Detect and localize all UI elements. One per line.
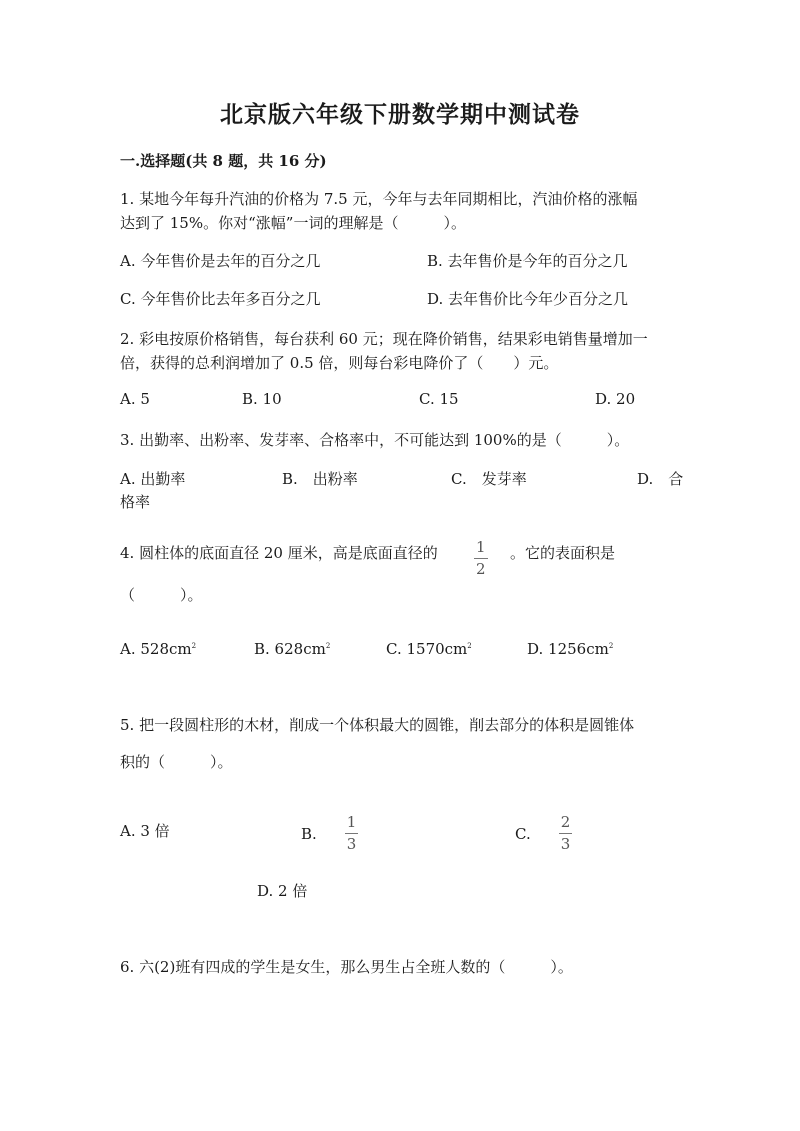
question-4-option-d[interactable] bbox=[527, 640, 613, 658]
question-4-line-1b: 。它的表面积是 bbox=[510, 544, 616, 562]
question-3-option-d-wrap: 格率 bbox=[120, 493, 151, 511]
question-6-line-1: 6. 六(2)班有四成的学生是女生，那么男生占全班人数的（ ）。 bbox=[120, 958, 573, 976]
fraction-denominator: 2 bbox=[476, 560, 486, 578]
option-exponent: 2 bbox=[325, 642, 331, 650]
question-2-line-2: 倍，获得的总利润增加了 0.5 倍，则每台彩电降价了（ ）元。 bbox=[120, 354, 559, 372]
fraction-denominator: 3 bbox=[560, 835, 571, 853]
question-1-option-c[interactable]: C. 今年售价比去年多百分之几 bbox=[120, 290, 321, 308]
fraction-numerator: 1 bbox=[474, 540, 488, 559]
option-exponent: 2 bbox=[467, 642, 472, 650]
option-b-fraction bbox=[345, 815, 359, 852]
question-3-option-c[interactable]: C. 发芽率 bbox=[451, 470, 527, 488]
question-5-option-c[interactable] bbox=[515, 815, 572, 852]
question-1-line-1: 1. 某地今年每升汽油的价格为 7.5 元，今年与去年同期相比，汽油价格的涨幅 bbox=[120, 190, 638, 208]
question-1-option-b[interactable]: B. 去年售价是今年的百分之几 bbox=[427, 252, 628, 270]
question-5-line-1: 5. 把一段圆柱形的木材，削成一个体积最大的圆锥，削去部分的体积是圆锥体 bbox=[120, 716, 635, 734]
question-3-line-1: 3. 出勤率、出粉率、发芽率、合格率中，不可能达到 100%的是（ ）。 bbox=[120, 431, 630, 449]
option-exponent: 2 bbox=[608, 642, 614, 650]
option-value: A. 528cm bbox=[120, 640, 192, 658]
option-exponent: 2 bbox=[191, 642, 197, 650]
question-2-line-1: 2. 彩电按原价格销售，每台获利 60 元；现在降价销售，结果彩电销售量增加一 bbox=[120, 330, 648, 348]
question-1-option-d[interactable]: D. 去年售价比今年少百分之几 bbox=[427, 290, 629, 308]
question-4-fraction bbox=[474, 537, 488, 577]
question-5-option-d[interactable]: D. 2 倍 bbox=[257, 882, 308, 900]
question-3-option-d[interactable]: D. 合 bbox=[637, 470, 684, 488]
fraction-denominator: 3 bbox=[346, 835, 357, 853]
question-1-line-2: 达到了 15%。你对“涨幅”一词的理解是（ ）。 bbox=[120, 214, 466, 232]
question-3-option-a[interactable]: A. 出勤率 bbox=[120, 470, 186, 488]
question-3-option-b[interactable]: B. 出粉率 bbox=[282, 470, 358, 488]
question-2-option-a[interactable]: A. 5 bbox=[120, 390, 150, 408]
option-c-fraction bbox=[559, 815, 573, 852]
fraction-numerator: 2 bbox=[559, 815, 573, 834]
question-1-option-a[interactable]: A. 今年售价是去年的百分之几 bbox=[120, 252, 321, 270]
option-value: D. 1256cm bbox=[527, 640, 609, 658]
question-4-option-b[interactable] bbox=[254, 640, 330, 658]
question-4-option-a[interactable] bbox=[120, 640, 196, 658]
option-b-label: B. bbox=[301, 824, 317, 843]
section-heading: 一.选择题(共 8 题，共 16 分) bbox=[120, 152, 327, 170]
question-2-option-d[interactable]: D. 20 bbox=[595, 390, 636, 408]
question-4-line-2: （ ）。 bbox=[120, 586, 203, 604]
question-4-option-c[interactable] bbox=[386, 640, 472, 658]
question-5-option-a[interactable]: A. 3 倍 bbox=[120, 822, 170, 840]
question-5-line-2: 积的（ ）。 bbox=[120, 753, 233, 771]
option-c-label: C. bbox=[515, 824, 531, 843]
page-title: 北京版六年级下册数学期中测试卷 bbox=[220, 101, 580, 128]
option-value: C. 1570cm bbox=[386, 640, 468, 658]
option-value: B. 628cm bbox=[254, 640, 326, 658]
question-2-option-c[interactable]: C. 15 bbox=[419, 390, 459, 408]
question-5-option-b[interactable] bbox=[301, 815, 358, 852]
question-2-option-b[interactable]: B. 10 bbox=[242, 390, 282, 408]
question-4-line-1a: 4. 圆柱体的底面直径 20 厘米，高是底面直径的 bbox=[120, 544, 438, 562]
fraction-numerator: 1 bbox=[345, 815, 359, 834]
